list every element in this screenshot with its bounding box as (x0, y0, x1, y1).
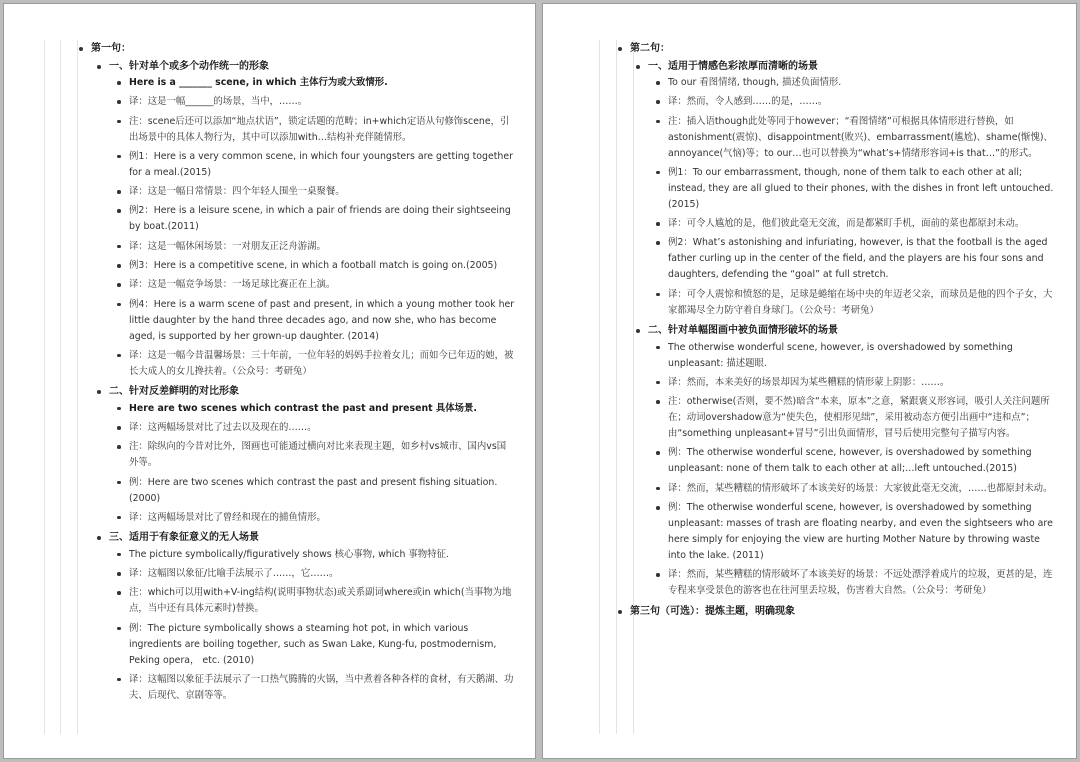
section-title[interactable]: 一、针对单个或多个动作统一的形象 (97, 58, 515, 76)
list-item[interactable]: 例1：To our embarrassment, though, none of them talk to each other at all; instead, they are all glued to their phones, with the dishes in front left untouched. (2015) (656, 165, 1056, 213)
list-item[interactable]: 注：除纵向的今昔对比外，图画也可能通过横向对比来表现主题，如乡村vs城市、国内vs国外等。 (117, 439, 515, 471)
list-item[interactable]: 例：Here are two scenes which contrast the past and present fishing situation. (2000) (117, 475, 515, 507)
list-item[interactable]: 例3：Here is a competitive scene, in which a football match is going on.(2005) (117, 258, 515, 274)
list-item[interactable]: 译：然而，某些糟糕的情形破坏了本该美好的场景：不远处漂浮着成片的垃圾，更甚的是，连专程来享受景色的游客也在往河里丢垃圾，伤害着大自然。（公众号：考研兔） (656, 567, 1056, 599)
list-item[interactable]: 译：可令人震惊和愤怒的是，足球是蜷缩在场中央的年迈老父亲，而球员是他的四个子女，大家都竭尽全力防守着自身球门。（公众号：考研兔） (656, 287, 1056, 319)
section-title[interactable]: 一、适用于情感色彩浓厚而清晰的场景 (636, 58, 1056, 76)
list-item[interactable]: 译：然而，令人感到……的是，……。 (656, 94, 1056, 110)
list-item[interactable]: 译：这幅图以象征手法展示了一口热气腾腾的火锅，当中煮着各种各样的食材，有天鹅湖、功夫、后现代、京剧等等。 (117, 672, 515, 704)
heading-sentence-3[interactable]: 第三句（可选）：提炼主题，明确现象 (618, 603, 1056, 621)
list-item[interactable]: 译：可令人尴尬的是，他们彼此毫无交流，而是都紧盯手机，面前的菜也都原封未动。 (656, 216, 1056, 232)
list-item[interactable]: 例2：What’s astonishing and infuriating, however, is that the football is the aged father curling up in the center of the field, and the players are his four sons and daughters, defending the “goal” at full stretch. (656, 235, 1056, 283)
list-item[interactable]: 译：这两幅场景对比了曾经和现在的捕鱼情形。 (117, 510, 515, 526)
list-item[interactable]: The otherwise wonderful scene, however, is overshadowed by something unpleasant: 描述题眼. (656, 340, 1056, 372)
list-item[interactable]: 译：这是一幅______的场景，当中，……。 (117, 94, 515, 110)
list-item[interactable]: 例1：Here is a very common scene, in which four youngsters are getting together for a meal.(2015) (117, 149, 515, 181)
list-item[interactable]: 例：The picture symbolically shows a steaming hot pot, in which various ingredients are boiling together, such as Swan Lake, Kung-fu, postmodernism, Peking opera， etc. (2010) (117, 621, 515, 669)
heading-sentence-1[interactable]: 第一句： (79, 40, 515, 58)
list-item[interactable]: To our 看图情绪, though, 描述负面情形. (656, 75, 1056, 91)
list-item[interactable]: 译：这是一幅日常情景：四个年轻人围坐一桌聚餐。 (117, 184, 515, 200)
list-item[interactable]: 译：然而，本来美好的场景却因为某些糟糕的情形蒙上阴影：……。 (656, 375, 1056, 391)
bullet-list (656, 340, 1056, 600)
outline-guide-line (60, 40, 61, 734)
list-item[interactable]: 例：The otherwise wonderful scene, however, is overshadowed by something unpleasant: none of them talk to each other at all;…left untouched.(2015) (656, 445, 1056, 477)
outline-guide-line (599, 40, 600, 734)
list-item[interactable]: 译：这幅图以象征/比喻手法展示了……，它……。 (117, 566, 515, 582)
document-page-left (3, 3, 536, 759)
bullet-list (656, 75, 1056, 319)
section-title[interactable]: 二、针对单幅图画中被负面情形破坏的场景 (636, 322, 1056, 340)
list-item[interactable]: 例：The otherwise wonderful scene, however, is overshadowed by something unpleasant: masses of trash are floating nearby, and even the sightseers who are here simply for enjoying the view are hurting Mother Nature by throwing waste into the lake. (2011) (656, 500, 1056, 564)
list-item[interactable]: 译：这是一幅今昔温馨场景：三十年前，一位年轻的妈妈手拉着女儿；而如今已年迈的她，被长大成人的女儿搀扶着。（公众号：考研兔） (117, 348, 515, 380)
section-title[interactable]: 三、适用于有象征意义的无人场景 (97, 529, 515, 547)
outline-guide-line (616, 40, 617, 734)
section-title[interactable]: 二、针对反差鲜明的对比形象 (97, 383, 515, 401)
list-item[interactable]: 译：这是一幅休闲场景：一对朋友正泛舟游湖。 (117, 239, 515, 255)
list-item[interactable]: Here are two scenes which contrast the past and present 具体场景. (117, 401, 515, 417)
list-item[interactable]: 例4：Here is a warm scene of past and present, in which a young mother took her little daughter by the hand three decades ago, and now she, who has become aged, is supported by her grown-up daughter. (2014) (117, 297, 515, 345)
list-item[interactable]: 译：然而，某些糟糕的情形破坏了本该美好的场景：大家彼此毫无交流，……也都原封未动。 (656, 481, 1056, 497)
bullet-list (117, 401, 515, 526)
list-item[interactable]: 注：otherwise(否则，要不然)暗含“本来，原本”之意，紧跟褒义形容词，吸引人关注问题所在；动词overshadow意为“使失色，使相形见绌”，采用被动态方便引出画中“违和点”；由“something unpleasant+冒号”引出负面情形，冒号后使用完整句子描写内容。 (656, 394, 1056, 442)
list-item[interactable]: 例2：Here is a leisure scene, in which a pair of friends are doing their sightseeing by boat.(2011) (117, 203, 515, 235)
list-item[interactable]: 注：which可以用with+V-ing结构(说明事物状态)或关系副词where或in which(当事物为地点，当中还有具体元素时)替换。 (117, 585, 515, 617)
outline-content (79, 40, 515, 707)
list-item[interactable]: 注：插入语though此处等同于however；“看图情绪”可根据具体情形进行替换，如astonishment(震惊)、disappointment(败兴)、embarrassment(尴尬)、shame(惭愧)、annoyance(气恼)等；to our…也可以替换为“what’s+情绪形容词+is that…”的形式。 (656, 114, 1056, 162)
list-item[interactable]: Here is a _______ scene, in which 主体行为或大致情形. (117, 75, 515, 91)
outline-guide-line (77, 40, 78, 734)
document-page-right (542, 3, 1077, 759)
list-item[interactable]: The picture symbolically/figuratively shows 核心事物, which 事物特征. (117, 547, 515, 563)
list-item[interactable]: 译：这两幅场景对比了过去以及现在的……。 (117, 420, 515, 436)
outline-guide-line (44, 40, 45, 734)
bullet-list (117, 75, 515, 380)
heading-sentence-2[interactable]: 第二句： (618, 40, 1056, 58)
list-item[interactable]: 译：这是一幅竞争场景：一场足球比赛正在上演。 (117, 277, 515, 293)
outline-content (618, 40, 1056, 620)
list-item[interactable]: 注：scene后还可以添加“地点状语”，锁定话题的范畴；in+which定语从句修饰scene，引出场景中的具体人物行为，其中可以添加with…结构补充伴随情形。 (117, 114, 515, 146)
bullet-list (117, 547, 515, 704)
